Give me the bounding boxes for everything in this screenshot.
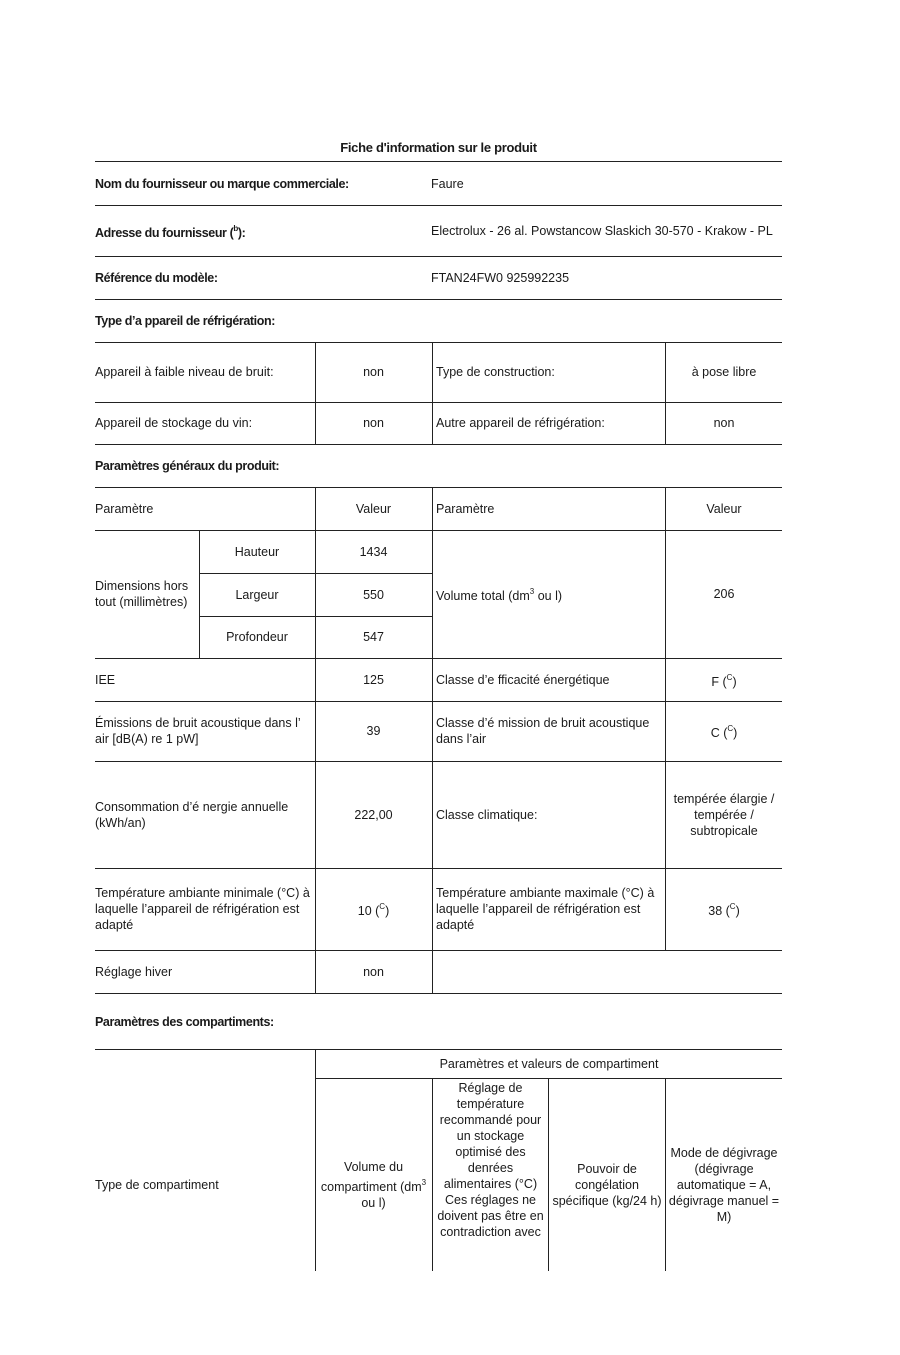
construction-type-value: à pose libre [691, 365, 757, 379]
table-border [199, 530, 200, 658]
col-header-temperature: Réglage de température recommandé pour un stockage optimisé des denrées alimentaires (°C) Ces réglages ne doivent pas être en contradiction avec [437, 1081, 544, 1239]
min-temperature-label: Température ambiante minimale (°C) à laquelle l’appareil de réfrigération est adapté [95, 886, 310, 932]
depth-value: 547 [363, 630, 384, 644]
table-border [665, 487, 666, 950]
table-border [432, 1078, 433, 1271]
construction-type-label: Type de construction: [436, 365, 555, 379]
iee-label: IEE [95, 672, 116, 687]
col-header-param: Paramètre [95, 501, 154, 516]
supplier-name-label: Nom du fournisseur ou marque commerciale: [95, 177, 349, 191]
volume-label: Volume total ($dm^3$ ou l) [436, 587, 563, 603]
model-value: FTAN24FW0 925992235 [431, 271, 570, 285]
compartments-section-heading: Paramètres des compartiments: [95, 1015, 274, 1029]
supplier-name-value: Faure [431, 177, 464, 191]
col-header-defrost: Mode de dégivrage (dégivrage automatique = A, dégivrage manuel = M) [668, 1146, 780, 1224]
table-border [548, 1078, 549, 1271]
low-noise-value: non [363, 365, 384, 379]
winter-setting-label: Réglage hiver [95, 964, 173, 979]
height-label: Hauteur [234, 544, 280, 559]
table-border [315, 1049, 316, 1271]
min-temperature-value: 10 ($^C$) [357, 902, 390, 918]
other-appliance-label: Autre appareil de réfrigération: [436, 416, 605, 430]
max-temperature-label: Température ambiante maximale (°C) à laquelle l’appareil de réfrigération est adapté [436, 886, 655, 932]
depth-label: Profondeur [226, 630, 288, 644]
low-noise-label: Appareil à faible niveau de bruit: [95, 365, 274, 379]
divider [95, 205, 782, 206]
iee-value: 125 [363, 672, 384, 687]
document-title: Fiche d'information sur le produit [340, 140, 537, 155]
noise-emission-value: 39 [366, 724, 381, 738]
col-header-freezing: Pouvoir de congélation spécifique (kg/24 h) [552, 1162, 662, 1208]
noise-emission-label: Émissions de bruit acoustique dans l’ air [dB(A) re 1 pW] [95, 716, 301, 746]
climate-class-value: tempérée élargie / tempérée / subtropicale [673, 791, 775, 838]
divider [95, 256, 782, 257]
winter-setting-value: non [363, 964, 384, 979]
table-border [665, 342, 666, 444]
col-header-volume: Volume du compartiment ($dm^3$ ou l) [320, 1160, 427, 1210]
compartment-group-header: Paramètres et valeurs de compartiment [439, 1056, 659, 1071]
model-label: Référence du modèle: [95, 271, 218, 285]
noise-class-value: C ($^C$) [710, 724, 738, 740]
climate-class-label: Classe climatique: [436, 807, 538, 822]
divider [95, 299, 782, 300]
energy-consumption-label: Consommation d’é nergie annuelle (kWh/an) [95, 799, 289, 830]
max-temperature-value: 38 ($^C$) [708, 902, 740, 918]
supplier-address-label: Adresse du fournisseur ($^b$): [95, 224, 246, 240]
energy-class-label: Classe d’e fficacité énergétique [436, 672, 610, 687]
volume-value: 206 [713, 587, 735, 601]
noise-class-label: Classe d’é mission de bruit acoustique dans l’air [436, 716, 650, 746]
divider [95, 161, 782, 162]
general-section-heading: Paramètres généraux du produit: [95, 459, 280, 473]
col-header-value-2: Valeur [706, 501, 742, 516]
energy-consumption-value: 222,00 [354, 807, 393, 822]
wine-storage-value: non [363, 416, 384, 430]
compartment-type-label: Type de compartiment [95, 1178, 219, 1192]
table-border [432, 342, 433, 444]
supplier-address-value: Electrolux - 26 al. Powstancow Slaskich 30-570 - Krakow - PL [431, 224, 773, 238]
table-border [665, 1078, 666, 1271]
energy-class-value: F ($^C$) [711, 672, 737, 689]
other-appliance-value: non [713, 416, 735, 430]
col-header-param-2: Paramètre [436, 501, 495, 516]
height-value: 1434 [359, 544, 388, 559]
table-border [95, 993, 782, 994]
table-border [432, 487, 433, 993]
table-border [95, 444, 782, 445]
width-value: 550 [363, 587, 384, 602]
wine-storage-label: Appareil de stockage du vin: [95, 416, 253, 430]
type-section-heading: Type d’a ppareil de réfrigération: [95, 314, 275, 328]
table-border [315, 487, 316, 993]
table-border [315, 342, 316, 444]
width-label: Largeur [235, 587, 279, 602]
col-header-value: Valeur [355, 501, 392, 516]
dimensions-label: Dimensions hors tout (millimètres) [95, 579, 189, 609]
